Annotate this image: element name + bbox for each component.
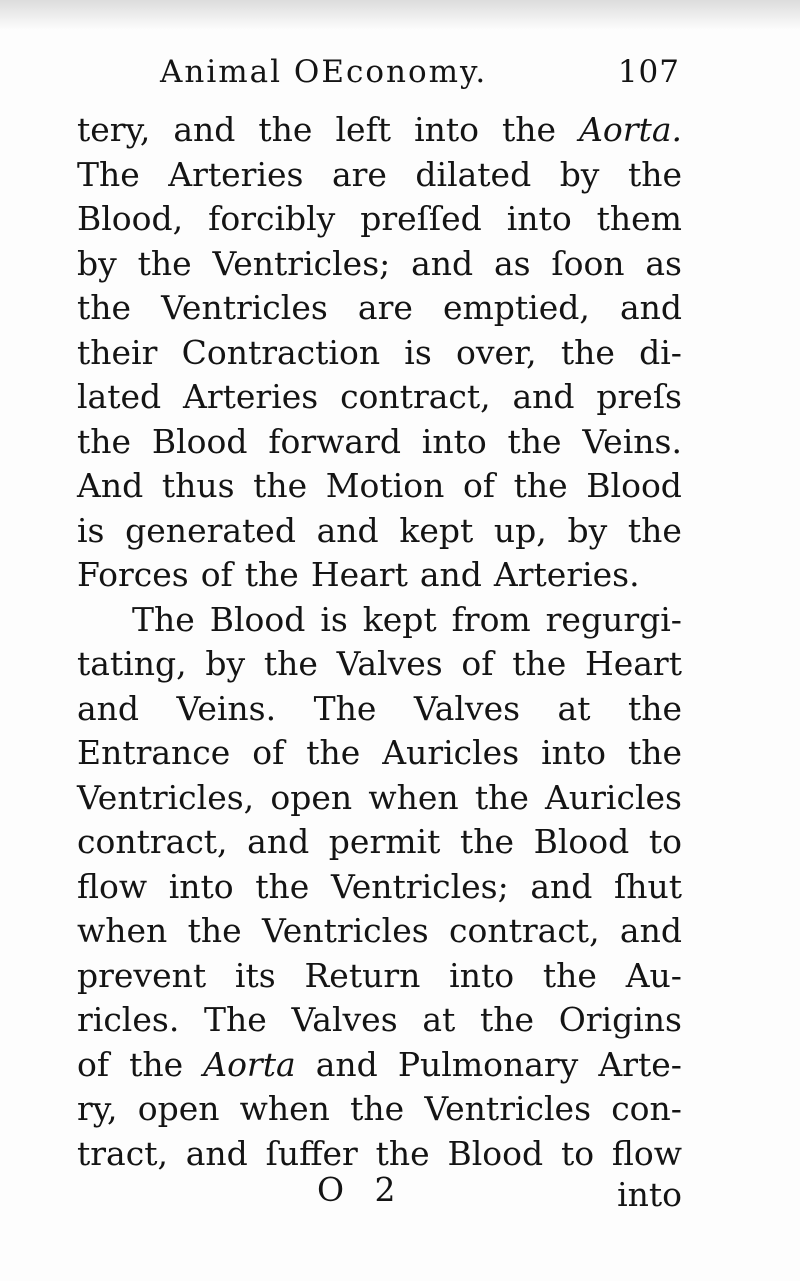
word: at bbox=[422, 1000, 456, 1039]
word: Auricles bbox=[382, 733, 520, 772]
word: The bbox=[132, 599, 195, 639]
word: Valves bbox=[413, 688, 521, 728]
word: Arteries bbox=[168, 154, 304, 194]
word: into bbox=[449, 955, 515, 995]
word: ſoon bbox=[551, 243, 625, 283]
word: Entrance bbox=[77, 733, 231, 772]
word: left bbox=[335, 110, 392, 149]
word: Heart bbox=[310, 555, 408, 594]
word: by bbox=[567, 510, 608, 550]
paragraph bbox=[77, 108, 682, 598]
word: contract, bbox=[77, 822, 228, 861]
word: The bbox=[204, 1000, 267, 1039]
text-line bbox=[77, 598, 682, 643]
word: preſſed bbox=[360, 199, 482, 238]
word: flow bbox=[611, 1133, 682, 1173]
body-text bbox=[77, 108, 682, 1176]
word: to bbox=[560, 1133, 595, 1173]
word: The bbox=[77, 154, 140, 194]
word: into bbox=[414, 110, 479, 149]
word: ricles. bbox=[77, 1000, 180, 1039]
word: contract, bbox=[340, 377, 491, 416]
word: into bbox=[421, 421, 487, 461]
word: di- bbox=[639, 332, 682, 372]
word: of bbox=[77, 1044, 110, 1084]
word: kept bbox=[362, 599, 437, 639]
word: regurgi- bbox=[545, 599, 682, 639]
word: prevent bbox=[77, 955, 207, 995]
word: con- bbox=[611, 1089, 682, 1128]
word: Heart bbox=[584, 644, 682, 683]
word: by bbox=[559, 154, 600, 194]
text-line bbox=[77, 1043, 682, 1088]
word: them bbox=[596, 199, 682, 238]
word: its bbox=[234, 955, 276, 995]
word: dilated bbox=[415, 154, 532, 194]
word: open bbox=[137, 1089, 220, 1128]
word: and bbox=[530, 866, 593, 906]
word: tery, bbox=[77, 110, 151, 149]
word: of bbox=[461, 644, 494, 683]
word: The bbox=[313, 688, 377, 728]
word: is bbox=[77, 510, 105, 550]
word: thus bbox=[161, 466, 235, 505]
word: open bbox=[270, 777, 353, 817]
word: Aorta. bbox=[579, 110, 682, 149]
text-line bbox=[77, 197, 682, 242]
word: by bbox=[77, 243, 117, 283]
word: the bbox=[459, 822, 514, 861]
word: emptied, bbox=[442, 288, 590, 327]
signature-mark: O 2 bbox=[317, 1170, 406, 1209]
word: of bbox=[252, 733, 285, 772]
word: and bbox=[77, 688, 140, 728]
word: Auricles bbox=[545, 777, 682, 817]
text-line bbox=[77, 998, 682, 1043]
word: up, bbox=[493, 510, 547, 550]
text-line bbox=[77, 865, 682, 910]
word: Ventricles; bbox=[212, 243, 391, 283]
word: Veins. bbox=[176, 688, 277, 728]
word: lated bbox=[77, 377, 162, 416]
word: and bbox=[512, 377, 575, 416]
word: from bbox=[451, 599, 531, 639]
word: and bbox=[619, 911, 682, 950]
text-line bbox=[77, 820, 682, 865]
running-head: Animal OEconomy. bbox=[160, 54, 488, 90]
text-line bbox=[77, 1087, 682, 1132]
word: the bbox=[129, 1044, 184, 1084]
word: and bbox=[411, 243, 474, 283]
word: to bbox=[648, 822, 682, 861]
word: as bbox=[493, 243, 531, 283]
word: into bbox=[541, 733, 607, 772]
word: the bbox=[255, 866, 310, 906]
word: flow bbox=[77, 866, 148, 906]
text-line bbox=[77, 509, 682, 554]
catchword: into bbox=[617, 1175, 682, 1214]
word: and bbox=[247, 822, 310, 861]
word: the bbox=[263, 644, 318, 683]
word: Forces bbox=[77, 555, 189, 594]
text-line bbox=[77, 153, 682, 198]
paragraph bbox=[77, 598, 682, 1177]
word: Aorta bbox=[203, 1044, 296, 1084]
word: and bbox=[316, 510, 379, 550]
word: the bbox=[77, 288, 132, 327]
word: Valves bbox=[336, 644, 443, 683]
text-line bbox=[77, 553, 682, 598]
word: Blood bbox=[586, 466, 682, 505]
word: Valves bbox=[291, 1000, 398, 1039]
text-line bbox=[77, 954, 682, 999]
text-line bbox=[77, 108, 682, 153]
text-line bbox=[77, 687, 682, 732]
page-header bbox=[160, 47, 680, 97]
word: and bbox=[619, 288, 682, 327]
word: at bbox=[557, 688, 591, 728]
word: Veins. bbox=[582, 421, 682, 461]
word: tract, bbox=[77, 1133, 168, 1173]
word: Blood bbox=[533, 822, 630, 861]
word: the bbox=[253, 466, 308, 505]
word: the bbox=[627, 510, 682, 550]
word: forcibly bbox=[208, 199, 336, 238]
word: permit bbox=[328, 822, 441, 861]
word: Blood bbox=[447, 1133, 544, 1173]
text-line bbox=[77, 464, 682, 509]
word: Au- bbox=[625, 955, 682, 995]
text-line bbox=[77, 420, 682, 465]
word: ſhut bbox=[614, 866, 682, 906]
text-line bbox=[77, 375, 682, 420]
text-line bbox=[77, 731, 682, 776]
text-line bbox=[77, 286, 682, 331]
word: Pulmonary bbox=[397, 1044, 579, 1084]
word: the bbox=[627, 733, 682, 772]
word: tating, bbox=[77, 644, 187, 683]
word: kept bbox=[399, 510, 474, 550]
word: of bbox=[462, 466, 496, 505]
word: is bbox=[404, 332, 432, 372]
text-line bbox=[77, 642, 682, 687]
word: and bbox=[419, 555, 482, 594]
word: the bbox=[187, 911, 242, 950]
word: the bbox=[474, 777, 529, 817]
word: and bbox=[185, 1133, 248, 1173]
word: Blood bbox=[151, 421, 248, 461]
word: Ventricles bbox=[424, 1089, 592, 1128]
word: when bbox=[368, 777, 459, 817]
page-number: 107 bbox=[617, 54, 680, 90]
page-footer bbox=[77, 1165, 682, 1215]
word: and bbox=[173, 110, 236, 149]
word: the bbox=[137, 243, 192, 283]
word: when bbox=[239, 1089, 330, 1128]
word: preſs bbox=[596, 377, 682, 416]
word: of bbox=[200, 555, 233, 594]
word: the bbox=[479, 1000, 534, 1039]
word: are bbox=[357, 288, 413, 327]
word: Ventricles, bbox=[77, 777, 255, 817]
word: Ventricles; bbox=[330, 866, 509, 906]
word: the bbox=[375, 1133, 430, 1173]
text-line bbox=[77, 242, 682, 287]
word: the bbox=[627, 154, 682, 194]
word: Blood bbox=[209, 599, 306, 639]
word: Arteries bbox=[183, 377, 319, 416]
word: the bbox=[560, 332, 615, 372]
word: Contraction bbox=[181, 332, 381, 372]
word: into bbox=[168, 866, 234, 906]
word: and bbox=[315, 1044, 378, 1084]
word: is bbox=[320, 599, 348, 639]
word: their bbox=[77, 332, 158, 372]
word: the bbox=[244, 555, 299, 594]
text-line bbox=[77, 909, 682, 954]
word: the bbox=[513, 466, 568, 505]
word: the bbox=[512, 644, 567, 683]
word: into bbox=[506, 199, 572, 238]
word: Arte- bbox=[598, 1044, 682, 1084]
word: the bbox=[502, 110, 557, 149]
word: ſuffer bbox=[265, 1133, 358, 1173]
word: Origins bbox=[558, 1000, 682, 1039]
word: Motion bbox=[325, 466, 445, 505]
word: as bbox=[645, 243, 682, 283]
word: are bbox=[331, 154, 387, 194]
word: ry, bbox=[77, 1089, 118, 1128]
word: Arteries. bbox=[493, 555, 640, 594]
word: And bbox=[77, 466, 144, 505]
text-line bbox=[77, 331, 682, 376]
word: the bbox=[627, 688, 682, 728]
word: contract, bbox=[449, 911, 600, 950]
word: the bbox=[507, 421, 562, 461]
word: over, bbox=[455, 332, 537, 372]
word: the bbox=[306, 733, 361, 772]
word: the bbox=[258, 110, 313, 149]
word: the bbox=[350, 1089, 405, 1128]
word: Blood, bbox=[77, 199, 184, 238]
word: when bbox=[77, 911, 168, 950]
word: generated bbox=[125, 510, 296, 550]
page-edge-shadow bbox=[0, 0, 800, 30]
word: by bbox=[205, 644, 246, 683]
text-line bbox=[77, 776, 682, 821]
word: Ventricles bbox=[262, 911, 429, 950]
word: the bbox=[77, 421, 132, 461]
word: forward bbox=[268, 421, 401, 461]
word: Return bbox=[304, 955, 421, 995]
word: the bbox=[542, 955, 597, 995]
word: Ventricles bbox=[161, 288, 328, 327]
